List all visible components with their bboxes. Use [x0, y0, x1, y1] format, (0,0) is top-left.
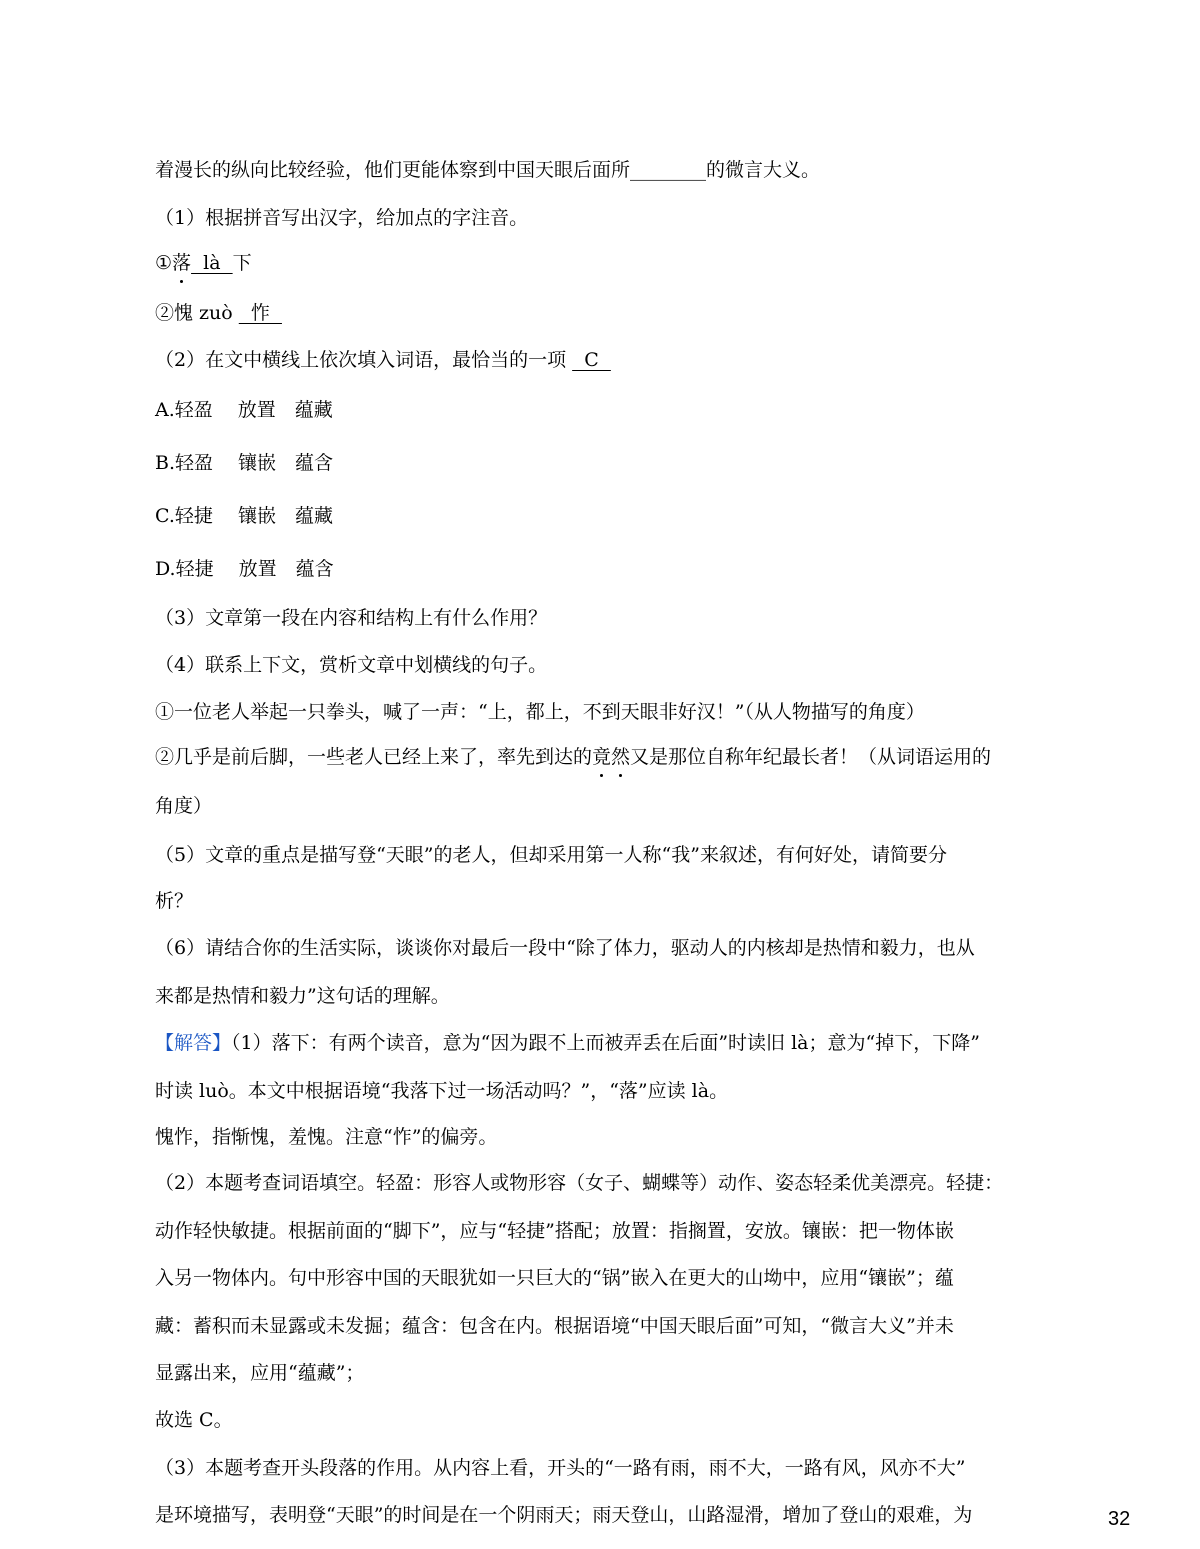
text-span: （2）在文中横线上依次填入词语，最恰当的一项 — [155, 349, 573, 371]
question-6: （6）请结合你的生活实际，谈谈你对最后一段中“除了体力，驱动人的内核却是热情和毅力，也从 — [155, 937, 975, 959]
dotted-char: 然 — [611, 746, 631, 768]
text-line: 动作轻快敏捷。根据前面的“脚下”，应与“轻捷”搭配；放置：指搁置，安放。镶嵌：把一物体嵌 — [155, 1220, 954, 1242]
text-line: 着漫长的纵向比较经验，他们更能体察到中国天眼后面所________的微言大义。 — [155, 159, 821, 181]
answer-2: （2）本题考查词语填空。轻盈：形容人或物形容（女子、蝴蝶等）动作、姿态轻柔优美漂亮。轻捷： — [155, 1172, 1004, 1194]
question-4: （4）联系上下文，赏析文章中划横线的句子。 — [155, 654, 548, 676]
text-span: ②愧 zuò — [155, 302, 239, 324]
text-line: 角度） — [155, 795, 213, 817]
text-line: 愧怍，指惭愧，羞愧。注意“怍”的偏旁。 — [155, 1126, 498, 1148]
answer-3: （3）本题考查开头段落的作用。从内容上看，开头的“一路有雨，雨不大，一路有风，风亦不大” — [155, 1457, 966, 1479]
text-line: 入另一物体内。句中形容中国的天眼犹如一只巨大的“锅”嵌入在更大的山坳中，应用“镶嵌”；蕴 — [155, 1267, 954, 1289]
text-line: 藏：蓄积而未显露或未发掘；蕴含：包含在内。根据语境“中国天眼后面”可知，“微言大义”并未 — [155, 1315, 954, 1337]
text-span: （1）落下：有两个读音，意为“因为跟不上而被弄丢在后面”时读旧 là；意为“掉下，下降” — [231, 1032, 980, 1054]
text-line: 来都是热情和毅力”这句话的理解。 — [155, 985, 450, 1007]
text-span: ②几乎是前后脚，一些老人已经上来了，率先到达的 — [155, 746, 593, 768]
question-3: （3）文章第一段在内容和结构上有什么作用？ — [155, 607, 548, 629]
answer-blank: là — [191, 252, 233, 274]
answer-blank: 怍 — [238, 302, 282, 324]
answer-tag: 【解答】 — [155, 1032, 232, 1054]
question-4b — [155, 744, 991, 770]
question-2 — [155, 347, 611, 373]
option-a: A.轻盈 放置 蕴藏 — [155, 399, 333, 421]
text-line: 是环境描写，表明登“天眼”的时间是在一个阴雨天；雨天登山，山路湿滑，增加了登山的艰难，为 — [155, 1504, 973, 1526]
option-d: D.轻捷 放置 蕴含 — [155, 558, 334, 580]
question-5: （5）文章的重点是描写登“天眼”的老人，但却采用第一人称“我”来叙述，有何好处，请简要分 — [155, 844, 947, 866]
text-span: 又是那位自称年纪最长者！（从词语运用的 — [630, 746, 992, 768]
text-line: 显露出来，应用“蕴藏”； — [155, 1362, 365, 1384]
text-line: 析？ — [155, 890, 194, 912]
text-line: 时读 luò。本文中根据语境“我落下过一场活动吗？”，“落”应读 là。 — [155, 1080, 729, 1102]
question-4a: ①一位老人举起一只拳头，喊了一声：“上，都上，不到天眼非好汉！”（从人物描写的角度） — [155, 701, 925, 723]
question-1b — [155, 300, 282, 326]
question-1: （1）根据拼音写出汉字，给加点的字注音。 — [155, 207, 529, 229]
text-span: 下 — [232, 252, 252, 274]
text-line: 故选 C。 — [155, 1409, 233, 1431]
dotted-char: 落 — [172, 252, 192, 274]
option-c: C.轻捷 镶嵌 蕴藏 — [155, 505, 333, 527]
answer-blank: C — [572, 349, 611, 371]
dotted-char: 竟 — [592, 746, 612, 768]
page-number: 32 — [1108, 1508, 1131, 1530]
circled-number: ① — [155, 252, 173, 274]
question-1a — [155, 250, 252, 276]
option-b: B.轻盈 镶嵌 蕴含 — [155, 452, 334, 474]
answer-1 — [155, 1030, 980, 1056]
